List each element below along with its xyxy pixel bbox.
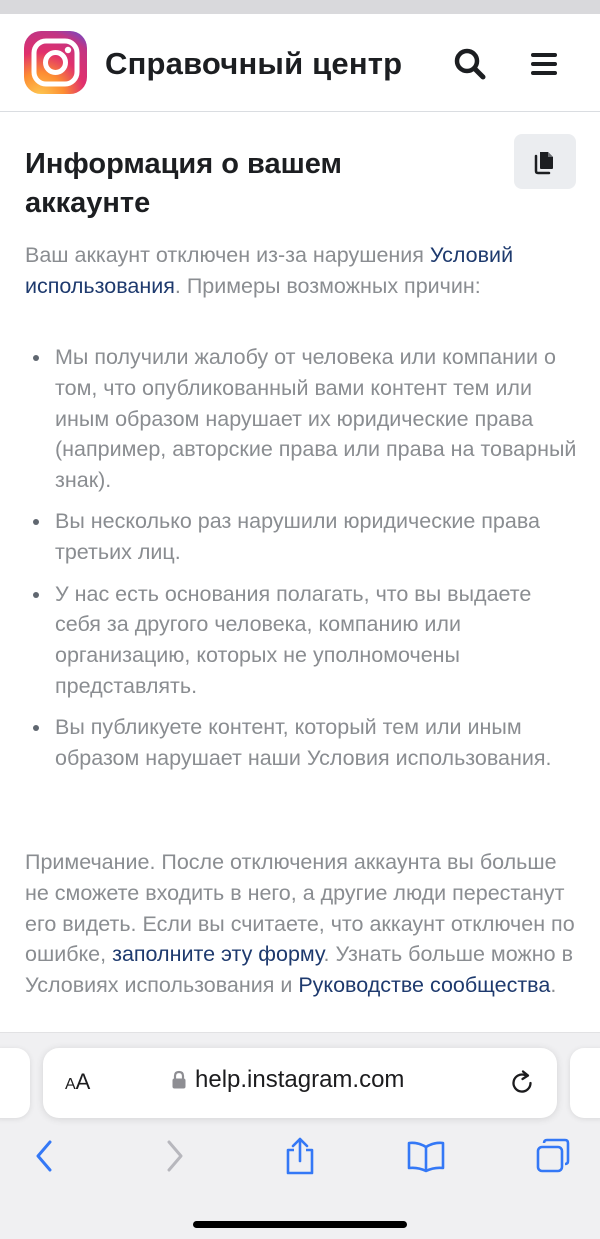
reload-button[interactable] — [507, 1068, 537, 1098]
share-icon — [283, 1136, 317, 1176]
aa-small-letter: A — [65, 1076, 76, 1093]
url-text: help.instagram.com — [195, 1066, 405, 1093]
reader-settings-button[interactable] — [65, 1069, 90, 1095]
search-icon — [452, 46, 488, 82]
note-paragraph — [25, 847, 577, 1001]
back-button[interactable] — [19, 1133, 69, 1179]
article-content — [25, 112, 577, 1032]
note-text-end: . — [550, 973, 557, 998]
aa-large-letter: A — [75, 1069, 91, 1094]
intro-paragraph — [25, 240, 577, 302]
forward-arrow-icon — [164, 1139, 186, 1173]
fill-form-link[interactable]: заполните эту форму — [112, 942, 324, 967]
tabs-button[interactable] — [528, 1133, 578, 1179]
browser-navigation — [0, 1133, 600, 1183]
url-display[interactable] — [171, 1066, 404, 1094]
menu-icon — [529, 50, 559, 78]
list-item: Вы несколько раз нарушили юридические права третьих лиц. — [25, 506, 577, 568]
bookmarks-icon — [406, 1139, 446, 1173]
community-guidelines-link[interactable]: Руководстве сообщества — [298, 973, 551, 998]
intro-text: Ваш аккаунт отключен из-за нарушения — [25, 243, 430, 267]
header-title: Справочный центр — [105, 46, 403, 81]
home-indicator — [193, 1221, 407, 1228]
instagram-logo-icon[interactable] — [24, 31, 87, 94]
menu-button[interactable] — [524, 44, 564, 84]
share-button[interactable] — [275, 1133, 325, 1179]
list-item: Вы публикуете контент, который тем или иным образом нарушает наши Условия использования. — [25, 712, 577, 774]
search-button[interactable] — [450, 44, 490, 84]
next-tab-peek[interactable] — [570, 1048, 600, 1118]
previous-tab-peek[interactable] — [0, 1048, 30, 1118]
tabs-icon — [534, 1137, 572, 1175]
address-bar[interactable] — [43, 1048, 557, 1118]
note-text: Примечание. После отключения аккаунта вы больше не сможете входить в него, а другие люди перестанут его видеть. Если вы считаете, что аккаунт отключен по ошибке, — [25, 850, 575, 967]
note-text-middle: . Узнать больше можно в Условиях использования и — [25, 942, 574, 998]
list-item: Мы получили жалобу от человека или компании о том, что опубликованный вами контент тем или иным образом нарушает их юридические права (например, авторские права или права на товарный знак). — [25, 342, 577, 496]
bookmarks-button[interactable] — [401, 1133, 451, 1179]
list-item: У нас есть основания полагать, что вы выдаете себя за другого человека, компанию или организацию, которых не уполномочены представлять. — [25, 579, 577, 702]
forward-button[interactable] — [150, 1133, 200, 1179]
help-center-header — [0, 14, 600, 112]
article-title: Информация о вашем аккаунте — [25, 148, 342, 219]
safari-toolbar — [0, 1032, 600, 1239]
copy-icon — [531, 148, 559, 176]
terms-of-use-link[interactable]: Условий использования — [25, 243, 514, 298]
intro-text-end: . Примеры возможных причин: — [174, 273, 481, 298]
back-arrow-icon — [33, 1139, 55, 1173]
lock-icon — [171, 1070, 187, 1090]
status-bar-strip — [0, 0, 600, 14]
reasons-list — [25, 342, 577, 784]
reload-icon — [507, 1068, 537, 1098]
copy-link-button[interactable] — [514, 134, 576, 189]
